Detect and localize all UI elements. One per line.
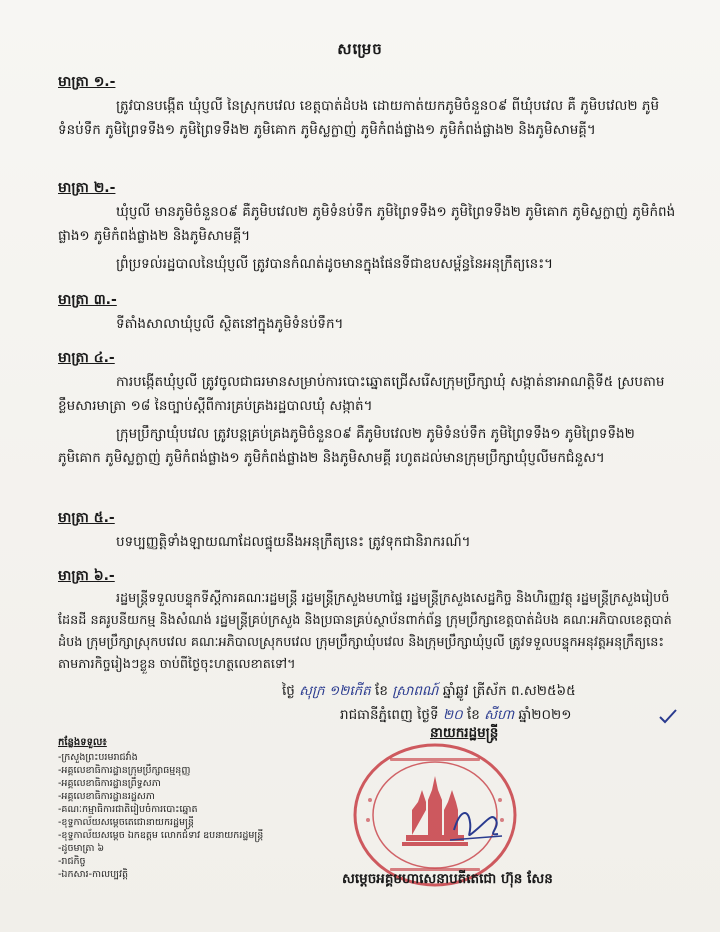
article-5-paragraph: បទប្បញ្ញត្តិទាំងឡាយណាដែលផ្ទុយនឹងអនុក្រឹត្យនេះ ត្រូវទុកជានិរាករណ៍។ — [116, 534, 471, 550]
checkmark-icon — [658, 708, 678, 724]
lunar-date-prefix: ថ្ងៃ — [282, 683, 295, 699]
article-1-paragraph: ត្រូវបានបង្កើត ឃុំប្ញលី នៃស្រុកបវេល ខេត្តបាត់ដំបង ដោយកាត់យកភូមិចំនួន០៩ ពីឃុំបវេល គឺ ភូមិបវេល២ ភូមិទំនប់ទឹក ភូមិព្រៃទទឹង១ ភូមិព្រៃទទឹង២ ភូមិគោក ភូមិស្លក្លាញ់ ភូមិកំពង់ផ្លាង១ ភូមិកំពង់ផ្លាង២ និងភូមិសាមគ្គី។ — [58, 98, 660, 138]
solar-date-day-handwritten: ២០ — [442, 707, 463, 723]
article-3-paragraph: ទីតាំងសាលាឃុំប្ញលី ស្ថិតនៅក្នុងភូមិទំនប់ទឹក។ — [116, 316, 344, 332]
lunar-date-year: ឆ្នាំឆ្លូវ ត្រីស័ក ព.ស២៥៦៥ — [442, 683, 576, 699]
handwritten-signature — [446, 800, 506, 846]
recipient-item: -ឯកសារ-កាលប្បវត្តិ — [58, 869, 128, 880]
article-6-paragraph: រដ្ឋមន្ត្រីទទួលបន្ទុកទីស្តីការគណៈរដ្ឋមន្ត្រី រដ្ឋមន្ត្រីក្រសួងមហាផ្ទៃ រដ្ឋមន្ត្រីក្រសួងសេដ្ឋកិច្ច និងហិរញ្ញវត្ថុ រដ្ឋមន្ត្រីក្រសួងរៀបចំដែនដី នគរូបនីយកម្ម និងសំណង់ រដ្ឋមន្ត្រីគ្រប់ក្រសួង និងប្រធានគ្រប់ស្ថាប័នពាក់ព័ន្ធ ក្រុមប្រឹក្សាខេត្តបាត់ដំបង គណៈអភិបាលខេត្តបាត់ដំបង ក្រុមប្រឹក្សាស្រុកបវេល គណៈអភិបាលស្រុកបវេល ក្រុមប្រឹក្សាឃុំបវេល និងក្រុមប្រឹក្សាឃុំប្ញលី ត្រូវទទួលបន្ទុកអនុវត្តអនុក្រឹត្យនេះតាមភារកិច្ចរៀងៗខ្លួន ចាប់ពីថ្ងៃចុះហត្ថលេខាតទៅ។ — [58, 591, 672, 672]
recipient-item: -អគ្គលេខាធិការដ្ឋានព្រឹទ្ធសភា — [58, 778, 161, 789]
lunar-date-day-handwritten: សុក្រ ១២កើត — [299, 683, 371, 699]
recipients-heading: កន្លែងទទួល៖ — [58, 737, 107, 748]
lunar-date-month-label: ខែ — [375, 683, 388, 699]
recipient-item: -រាជកិច្ច — [58, 856, 86, 867]
article-2-heading: មាត្រា ២.- — [58, 180, 116, 196]
article-5-heading: មាត្រា ៥.- — [58, 510, 115, 526]
article-4-paragraph-1: ការបង្កើតឃុំប្ញលី ត្រូវចូលជាធរមានសម្រាប់ការបោះឆ្នោតជ្រើសរើសក្រុមប្រឹក្សាឃុំ សង្កាត់នាអាណត្តិទី៥ ស្របតាមខ្លឹមសារមាត្រា ១៨ នៃច្បាប់ស្តីពីការគ្រប់គ្រងរដ្ឋបាលឃុំ សង្កាត់។ — [58, 374, 665, 414]
article-2-paragraph-2: ព្រំប្រទល់រដ្ឋបាលនៃឃុំប្ញលី ត្រូវបានកំណត់ដូចមានក្នុងផែនទីជាឧបសម្ព័ន្ធនៃអនុក្រឹត្យនេះ។ — [116, 256, 554, 272]
solar-date-month-label: ខែ — [466, 707, 480, 723]
article-2-paragraph-1: ឃុំប្ញលី មានភូមិចំនួន០៩ គឺភូមិបវេល២ ភូមិទំនប់ទឹក ភូមិព្រៃទទឹង១ ភូមិព្រៃទទឹង២ ភូមិគោក ភូមិស្លក្លាញ់ ភូមិកំពង់ផ្លាង១ ភូមិកំពង់ផ្លាង២ និងភូមិសាមគ្គី។ — [58, 204, 676, 244]
recipient-item: -ខុទ្ទកាល័យសម្តេច ឯកឧត្តម លោកជំទាវ ឧបនាយករដ្ឋមន្ត្រី — [58, 830, 264, 841]
solar-date-prefix: រាជធានីភ្នំពេញ ថ្ងៃទី — [340, 707, 439, 723]
recipient-item: -ដូចមាត្រា ៦ — [58, 843, 105, 854]
article-1-heading: មាត្រា ១.- — [58, 74, 116, 90]
solar-date-line — [340, 706, 571, 726]
document-title: សម្រេច — [337, 40, 383, 58]
recipient-item: -អគ្គលេខាធិការដ្ឋានរដ្ឋសភា — [58, 791, 155, 802]
lunar-date-month-handwritten: ស្រាពណ៍ — [392, 683, 439, 699]
recipient-item: -ខុទ្ទកាល័យសម្តេចតេជោនាយករដ្ឋមន្ត្រី — [58, 817, 194, 828]
article-3-heading: មាត្រា ៣.- — [58, 292, 117, 308]
article-6-heading: មាត្រា ៦.- — [58, 568, 115, 584]
signer-title: នាយករដ្ឋមន្ត្រី — [430, 725, 499, 741]
recipient-item: -គណៈកម្មាធិការជាតិរៀបចំការបោះឆ្នោត — [58, 804, 198, 815]
article-4-heading: មាត្រា ៤.- — [58, 350, 115, 366]
article-4-paragraph-2: ក្រុមប្រឹក្សាឃុំបវេល ត្រូវបន្តគ្រប់គ្រងភូមិចំនួន០៩ គឺភូមិបវេល២ ភូមិទំនប់ទឹក ភូមិព្រៃទទឹង១ ភូមិព្រៃទទឹង២ ភូមិគោក ភូមិស្លក្លាញ់ ភូមិកំពង់ផ្លាង១ ភូមិកំពង់ផ្លាង២ និងភូមិសាមគ្គី រហូតដល់មានក្រុមប្រឹក្សាឃុំប្ញលីមកជំនួស។ — [58, 426, 635, 466]
lunar-date-line — [282, 682, 576, 702]
recipient-item: -ក្រសួងព្រះបរមរាជវាំង — [58, 752, 138, 763]
signer-name: សម្តេចអគ្គមហាសេនាបតីតេជោ ហ៊ុន សែន — [342, 871, 553, 887]
solar-date-year: ឆ្នាំ២០២១ — [518, 707, 572, 723]
solar-date-month-handwritten: សីហា — [484, 707, 515, 723]
recipient-item: -អគ្គលេខាធិការដ្ឋានក្រុមប្រឹក្សាធម្មនុញ្ញ — [58, 765, 191, 776]
recipients-list — [58, 736, 278, 881]
